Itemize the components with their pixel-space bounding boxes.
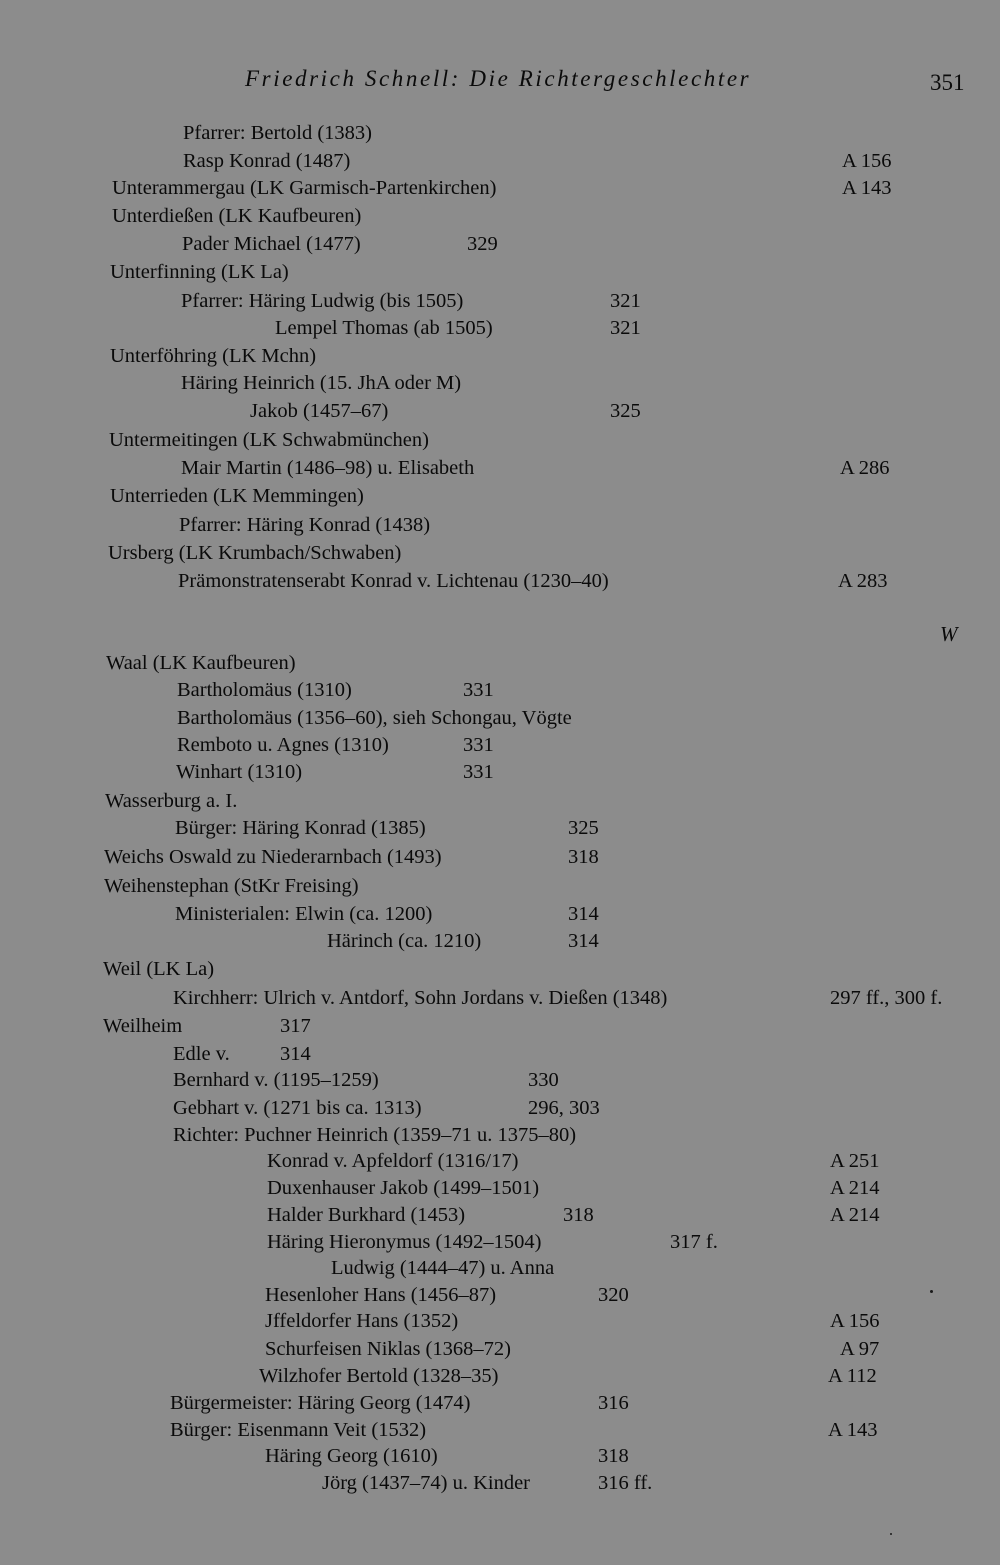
entry-text: Bürger: Häring Konrad (1385): [175, 817, 426, 839]
entry-text: Jffeldorfer Hans (1352): [265, 1310, 459, 1332]
entry-page-reference: 321: [610, 290, 641, 312]
entry-page-reference: 314: [568, 930, 599, 952]
entry-text: Winhart (1310): [176, 761, 303, 783]
entry-text: Bürgermeister: Häring Georg (1474): [170, 1392, 471, 1414]
entry-appendix-reference: 297 ff., 300 f.: [830, 987, 943, 1009]
index-entry: [0, 203, 1000, 229]
entry-page-reference: 318: [568, 846, 599, 868]
entry-appendix-reference: A 156: [830, 1310, 880, 1332]
entry-text: Ludwig (1444–47) u. Anna: [331, 1257, 555, 1279]
entry-appendix-reference: A 143: [842, 177, 892, 199]
page-number: 351: [930, 70, 965, 95]
index-entry: [0, 231, 1000, 257]
entry-text: Wilzhofer Bertold (1328–35): [259, 1365, 499, 1387]
entry-page-reference: 331: [463, 761, 494, 783]
index-entry: [0, 427, 1000, 453]
index-entry: [0, 540, 1000, 566]
index-entry: [0, 455, 1000, 481]
index-entry: [0, 483, 1000, 509]
index-entry: [0, 1041, 1000, 1067]
entry-text: Ursberg (LK Krumbach/Schwaben): [108, 542, 402, 564]
entry-text: Konrad v. Apfeldorf (1316/17): [267, 1150, 519, 1172]
entry-text: Bürger: Eisenmann Veit (1532): [170, 1419, 427, 1441]
entry-page-reference: 320: [598, 1284, 629, 1306]
index-entry: [0, 759, 1000, 785]
entry-appendix-reference: A 286: [840, 457, 890, 479]
entry-text: Jörg (1437–74) u. Kinder: [322, 1472, 531, 1494]
entry-text: Bartholomäus (1310): [177, 679, 352, 701]
index-entry: [0, 259, 1000, 285]
entry-text: Jakob (1457–67): [250, 400, 389, 422]
entry-page-reference: 296, 303: [528, 1097, 600, 1119]
index-entry: [0, 315, 1000, 341]
entry-page-reference: 317: [280, 1015, 311, 1037]
entry-page-reference: 331: [463, 679, 494, 701]
entry-text: Weilheim: [103, 1015, 183, 1037]
entry-text: Weihenstephan (StKr Freising): [104, 875, 359, 897]
index-entry: [0, 873, 1000, 899]
section-letter-marker: W: [940, 622, 958, 646]
entry-text: Pfarrer: Bertold (1383): [183, 122, 372, 144]
index-entry: [0, 175, 1000, 201]
index-entry: [0, 1122, 1000, 1148]
entry-page-reference: 330: [528, 1069, 559, 1091]
entry-text: Häring Georg (1610): [265, 1445, 438, 1467]
entry-page-reference: 329: [467, 233, 498, 255]
entry-text: Pader Michael (1477): [182, 233, 361, 255]
index-entry: [0, 1363, 1000, 1389]
index-entry: [0, 844, 1000, 870]
entry-appendix-reference: A 97: [840, 1338, 880, 1360]
entry-appendix-reference: A 251: [830, 1150, 880, 1172]
index-entry: [0, 343, 1000, 369]
entry-text: Schurfeisen Niklas (1368–72): [265, 1338, 511, 1360]
entry-text: Häring Hieronymus (1492–1504): [267, 1231, 542, 1253]
index-entry: [0, 650, 1000, 676]
index-entry: [0, 568, 1000, 594]
entry-page-reference: 316: [598, 1392, 629, 1414]
entry-page-reference: 317 f.: [670, 1231, 718, 1253]
index-entry: [0, 1013, 1000, 1039]
entry-text: Pfarrer: Häring Ludwig (bis 1505): [181, 290, 464, 312]
index-entry: [0, 985, 1000, 1011]
index-entry: [0, 1067, 1000, 1093]
index-entry: [0, 1470, 1000, 1496]
running-header-title: Friedrich Schnell: Die Richtergeschlechter: [245, 66, 752, 91]
entry-page-reference: 325: [610, 400, 641, 422]
index-entry: [0, 1282, 1000, 1308]
index-entry: [0, 288, 1000, 314]
entry-page-reference: 314: [280, 1043, 311, 1065]
index-entry: [0, 1095, 1000, 1121]
entry-page-reference: 321: [610, 317, 641, 339]
entry-text: Hesenloher Hans (1456–87): [265, 1284, 497, 1306]
index-entry: [0, 956, 1000, 982]
scan-speck: [890, 1533, 892, 1535]
entry-text: Untermeitingen (LK Schwabmünchen): [109, 429, 429, 451]
entry-text: Remboto u. Agnes (1310): [177, 734, 389, 756]
index-entry: [0, 1202, 1000, 1228]
index-entry: [0, 1229, 1000, 1255]
entry-text: Unterrieden (LK Memmingen): [110, 485, 364, 507]
entry-page-reference: 314: [568, 903, 599, 925]
entry-text: Weil (LK La): [103, 958, 215, 980]
index-entry: [0, 732, 1000, 758]
index-entry: [0, 901, 1000, 927]
entry-text: Bartholomäus (1356–60), sieh Schongau, Vögte: [177, 707, 572, 729]
entry-text: Prämonstratenserabt Konrad v. Lichtenau (1230–40): [178, 570, 609, 592]
entry-text: Richter: Puchner Heinrich (1359–71 u. 1375–80): [173, 1124, 577, 1146]
index-entry: [0, 1148, 1000, 1174]
index-entry: [0, 398, 1000, 424]
index-entry: [0, 120, 1000, 146]
index-entry: [0, 1390, 1000, 1416]
entry-appendix-reference: A 283: [838, 570, 888, 592]
entry-text: Rasp Konrad (1487): [183, 150, 351, 172]
entry-page-reference: 318: [598, 1445, 629, 1467]
scan-speck: [930, 1290, 933, 1293]
index-entry: [0, 815, 1000, 841]
entry-text: Unterföhring (LK Mchn): [110, 345, 317, 367]
index-entry: [0, 928, 1000, 954]
entry-text: Mair Martin (1486–98) u. Elisabeth: [181, 457, 475, 479]
entry-text: Unterdießen (LK Kaufbeuren): [112, 205, 362, 227]
entry-text: Halder Burkhard (1453): [267, 1204, 466, 1226]
entry-text: Weichs Oswald zu Niederarnbach (1493): [104, 846, 442, 868]
entry-text: Bernhard v. (1195–1259): [173, 1069, 379, 1091]
entry-text: Lempel Thomas (ab 1505): [275, 317, 493, 339]
entry-text: Duxenhauser Jakob (1499–1501): [267, 1177, 540, 1199]
index-entry: [0, 148, 1000, 174]
index-entry: [0, 1336, 1000, 1362]
entry-text: Ministerialen: Elwin (ca. 1200): [175, 903, 433, 925]
entry-appendix-reference: A 112: [828, 1365, 877, 1387]
entry-text: Kirchherr: Ulrich v. Antdorf, Sohn Jordans v. Dießen (1348): [173, 987, 668, 1009]
index-entry: [0, 1255, 1000, 1281]
index-entry: [0, 705, 1000, 731]
entry-page-reference: 331: [463, 734, 494, 756]
index-entry: [0, 677, 1000, 703]
entry-appendix-reference: A 156: [842, 150, 892, 172]
index-entry: [0, 1308, 1000, 1334]
entry-page-reference: 325: [568, 817, 599, 839]
index-entry: [0, 788, 1000, 814]
entry-text: Unterammergau (LK Garmisch-Partenkirchen): [112, 177, 497, 199]
entry-text: Unterfinning (LK La): [110, 261, 289, 283]
entry-appendix-reference: A 214: [830, 1204, 880, 1226]
entry-text: Härinch (ca. 1210): [327, 930, 482, 952]
entry-text: Pfarrer: Häring Konrad (1438): [179, 514, 431, 536]
index-entry: [0, 1175, 1000, 1201]
entry-page-reference: 318: [563, 1204, 594, 1226]
entry-text: Gebhart v. (1271 bis ca. 1313): [173, 1097, 422, 1119]
index-entry: [0, 1443, 1000, 1469]
index-entry: [0, 370, 1000, 396]
entry-appendix-reference: A 143: [828, 1419, 878, 1441]
entry-page-reference: 316 ff.: [598, 1472, 653, 1494]
index-entry: [0, 512, 1000, 538]
entry-text: Häring Heinrich (15. JhA oder M): [181, 372, 462, 394]
entry-text: Wasserburg a. I.: [105, 790, 238, 812]
entry-text: Waal (LK Kaufbeuren): [106, 652, 296, 674]
entry-text: Edle v.: [173, 1043, 230, 1065]
index-entry: [0, 1417, 1000, 1443]
entry-appendix-reference: A 214: [830, 1177, 880, 1199]
